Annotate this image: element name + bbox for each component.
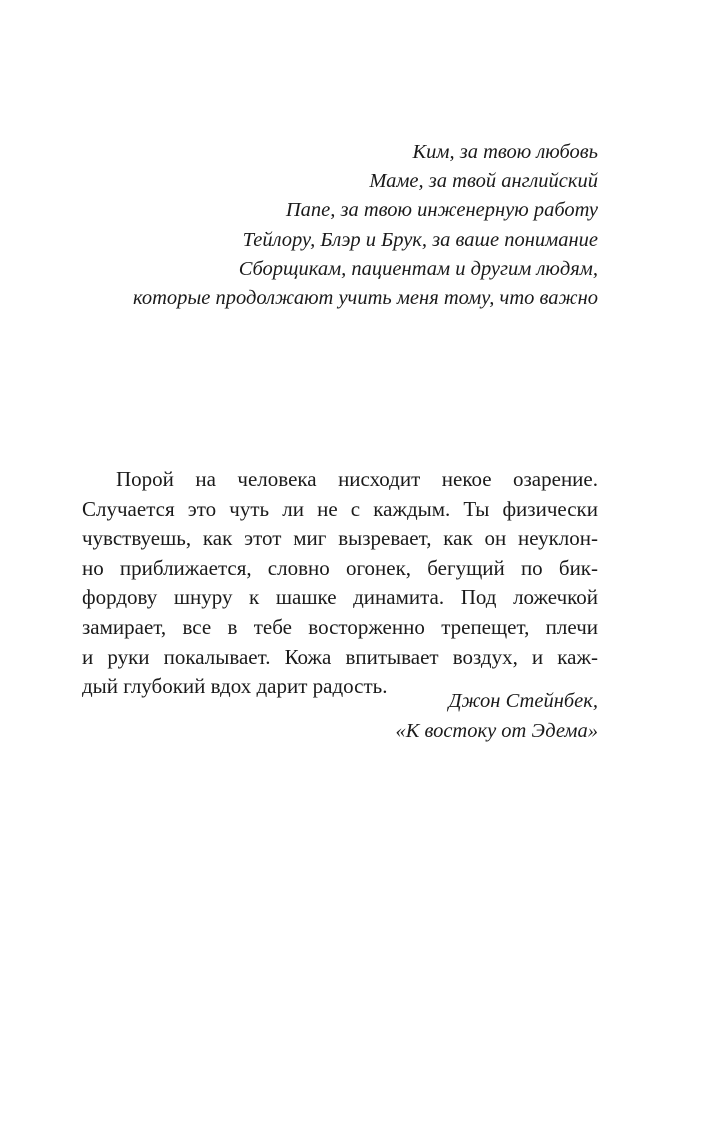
epigraph-line: дый глубокий вдох дарит радость.: [82, 674, 388, 699]
attribution-source: «К востоку от Эдема»: [395, 720, 598, 742]
dedication-line: Ким, за твою любовь: [412, 141, 598, 163]
epigraph-line: фордову шнуру к шашке динамита. Под ложечкой: [82, 585, 598, 610]
dedication-line: Тейлору, Блэр и Брук, за ваше понимание: [242, 228, 598, 251]
dedication-line: Папе, за твою инженерную работу: [285, 199, 598, 222]
dedication-line: которые продолжают учить меня тому, что важно: [133, 287, 598, 310]
epigraph-line: чувствуешь, как этот миг вызревает, как он неуклон-: [82, 526, 598, 551]
dedication-line: Сборщикам, пациентам и другим людям,: [238, 257, 598, 280]
epigraph-line: но приближается, словно огонек, бегущий по бик-: [82, 555, 598, 580]
epigraph-line: замирает, все в тебе восторженно трепещет, плечи: [82, 614, 598, 639]
epigraph-line: Порой на человека нисходит некое озарение.: [116, 467, 598, 491]
epigraph-attribution: [198, 686, 598, 746]
dedication: [78, 138, 598, 313]
dedication-line: Маме, за твой английский: [369, 170, 598, 193]
attribution-author: Джон Стейнбек,: [448, 690, 598, 712]
epigraph-line: и руки покалывает. Кожа впитывает воздух, и каж-: [82, 644, 598, 669]
epigraph-quote: [82, 465, 598, 702]
epigraph-line: Случается это чуть ли не с каждым. Ты физически: [82, 496, 598, 521]
